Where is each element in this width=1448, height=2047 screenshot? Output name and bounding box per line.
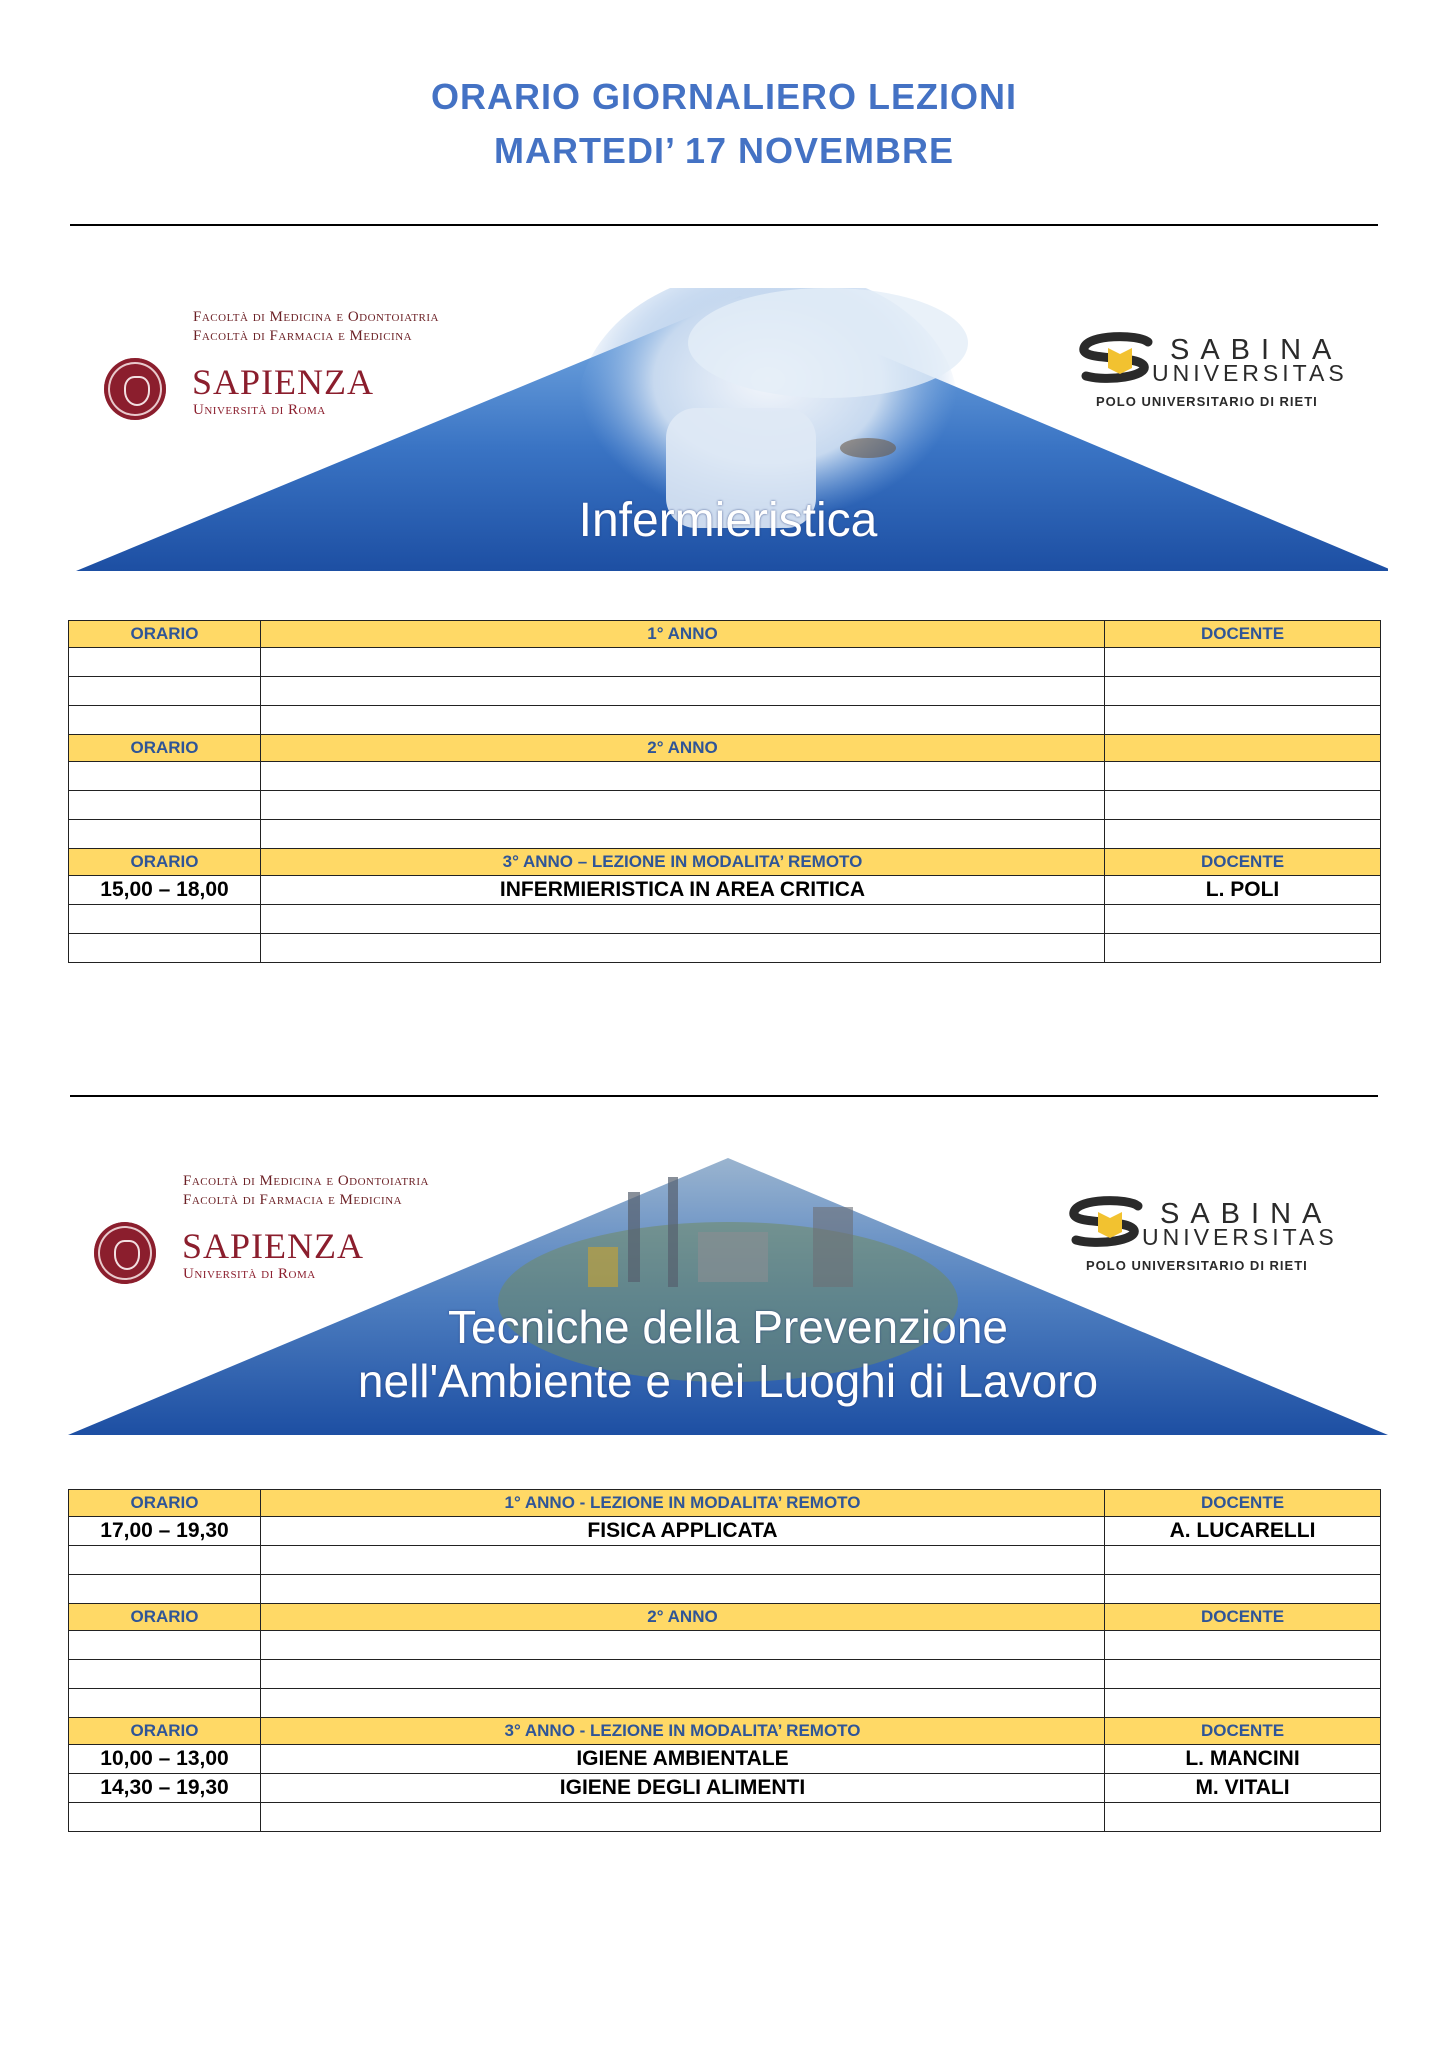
cell-orario: 17,00 – 19,30 [69, 1517, 261, 1546]
cell-orario [69, 905, 261, 934]
cell-docente [1105, 934, 1381, 963]
divider [70, 1095, 1378, 1097]
cell-orario: 15,00 – 18,00 [69, 876, 261, 905]
cell-course [261, 1575, 1105, 1604]
sabina-logo-name: SABINA [1170, 334, 1343, 366]
table-row [69, 791, 1381, 820]
cell-docente [1105, 1660, 1381, 1689]
cell-orario: 14,30 – 19,30 [69, 1774, 261, 1803]
cell-docente [1105, 648, 1381, 677]
cell-docente [1105, 1803, 1381, 1832]
table-row [69, 1517, 1381, 1546]
table-row [69, 706, 1381, 735]
cell-docente [1105, 762, 1381, 791]
cell-orario [69, 1689, 261, 1718]
banner-tecniche-prevenzione [68, 1152, 1388, 1437]
header-year: 3° ANNO – LEZIONE IN MODALITA’ REMOTO [261, 849, 1105, 876]
cell-orario [69, 1546, 261, 1575]
cell-course [261, 648, 1105, 677]
table-row [69, 762, 1381, 791]
cell-orario [69, 677, 261, 706]
cell-course: FISICA APPLICATA [261, 1517, 1105, 1546]
table-row [69, 905, 1381, 934]
cell-docente [1105, 706, 1381, 735]
table-header-row [69, 735, 1381, 762]
table-row [69, 1745, 1381, 1774]
faculty-line1: Facoltà di Medicina e Odontoiatria [193, 309, 439, 325]
cell-course [261, 1689, 1105, 1718]
sapienza-seal-icon [94, 1222, 156, 1284]
cell-docente [1105, 1631, 1381, 1660]
cell-course [261, 1546, 1105, 1575]
header-docente: DOCENTE [1105, 621, 1381, 648]
cell-docente [1105, 820, 1381, 849]
cell-course: IGIENE DEGLI ALIMENTI [261, 1774, 1105, 1803]
cell-orario [69, 820, 261, 849]
sabina-logo-universitas: UNIVERSITAS [1152, 360, 1348, 386]
header-year: 1° ANNO - LEZIONE IN MODALITA’ REMOTO [261, 1490, 1105, 1517]
cell-docente [1105, 905, 1381, 934]
table-header-row [69, 1718, 1381, 1745]
cell-docente: L. POLI [1105, 876, 1381, 905]
cell-orario [69, 1575, 261, 1604]
header-docente: DOCENTE [1105, 1718, 1381, 1745]
table-header-row [69, 849, 1381, 876]
cell-course [261, 820, 1105, 849]
cell-docente [1105, 1575, 1381, 1604]
table-row [69, 1631, 1381, 1660]
page-title-line1: ORARIO GIORNALIERO LEZIONI [430, 76, 1017, 117]
cell-orario [69, 1631, 261, 1660]
cell-orario [69, 791, 261, 820]
sapienza-logo-sub: Università di Roma [183, 1266, 316, 1282]
table-header-row [69, 1490, 1381, 1517]
sabina-logo-polo: POLO UNIVERSITARIO DI RIETI [1096, 394, 1318, 409]
cell-course [261, 706, 1105, 735]
faculty-line1: Facoltà di Medicina e Odontoiatria [183, 1173, 429, 1189]
header-orario: ORARIO [69, 1490, 261, 1517]
faculty-line2: Facoltà di Farmacia e Medicina [193, 328, 413, 344]
header-year: 1° ANNO [261, 621, 1105, 648]
header-docente: DOCENTE [1105, 1490, 1381, 1517]
cell-course [261, 934, 1105, 963]
cell-orario [69, 1803, 261, 1832]
cell-orario: 10,00 – 13,00 [69, 1745, 261, 1774]
table-row [69, 934, 1381, 963]
header-orario: ORARIO [69, 849, 261, 876]
cell-course [261, 1803, 1105, 1832]
cell-docente: M. VITALI [1105, 1774, 1381, 1803]
cell-course [261, 1660, 1105, 1689]
header-orario: ORARIO [69, 1604, 261, 1631]
table-row [69, 1689, 1381, 1718]
header-docente: DOCENTE [1105, 1604, 1381, 1631]
cell-course [261, 1631, 1105, 1660]
cell-course [261, 762, 1105, 791]
sabina-logo-icon [1068, 1196, 1150, 1248]
table-row [69, 1575, 1381, 1604]
sapienza-logo-name: SAPIENZA [182, 1226, 365, 1266]
sabina-logo-universitas: UNIVERSITAS [1142, 1224, 1338, 1250]
header-orario: ORARIO [69, 621, 261, 648]
header-year: 2° ANNO [261, 1604, 1105, 1631]
cell-docente: A. LUCARELLI [1105, 1517, 1381, 1546]
cell-course [261, 791, 1105, 820]
table-row [69, 648, 1381, 677]
banner-course-title-line2: nell'Ambiente e nei Luoghi di Lavoro [357, 1355, 1099, 1407]
banner-course-title: Infermieristica [578, 494, 878, 547]
cell-course: IGIENE AMBIENTALE [261, 1745, 1105, 1774]
table-row [69, 677, 1381, 706]
schedule-table-infermieristica [68, 620, 1381, 963]
header-docente: DOCENTE [1105, 849, 1381, 876]
table-row [69, 1774, 1381, 1803]
header-orario: ORARIO [69, 735, 261, 762]
sapienza-seal-icon [104, 358, 166, 420]
page-title-line2: MARTEDI’ 17 NOVEMBRE [493, 130, 955, 171]
faculty-line2: Facoltà di Farmacia e Medicina [183, 1192, 403, 1208]
table-header-row [69, 1604, 1381, 1631]
header-year: 3° ANNO - LEZIONE IN MODALITA’ REMOTO [261, 1718, 1105, 1745]
cell-course [261, 677, 1105, 706]
divider [70, 224, 1378, 226]
banner-infermieristica [68, 288, 1388, 573]
cell-docente: L. MANCINI [1105, 1745, 1381, 1774]
sapienza-logo-name: SAPIENZA [192, 362, 375, 402]
cell-orario [69, 934, 261, 963]
cell-docente [1105, 791, 1381, 820]
cell-orario [69, 648, 261, 677]
cell-docente [1105, 677, 1381, 706]
cell-course [261, 905, 1105, 934]
cell-docente [1105, 1546, 1381, 1575]
table-row [69, 820, 1381, 849]
cell-orario [69, 1660, 261, 1689]
cell-course: INFERMIERISTICA IN AREA CRITICA [261, 876, 1105, 905]
schedule-table-tecniche-prevenzione [68, 1489, 1381, 1832]
sabina-logo-icon [1078, 332, 1160, 384]
sapienza-logo-sub: Università di Roma [193, 402, 326, 418]
header-orario: ORARIO [69, 1718, 261, 1745]
table-row [69, 876, 1381, 905]
sabina-logo-name: SABINA [1160, 1198, 1333, 1230]
cell-orario [69, 762, 261, 791]
cell-docente [1105, 1689, 1381, 1718]
table-row [69, 1546, 1381, 1575]
cell-orario [69, 706, 261, 735]
header-year: 2° ANNO [261, 735, 1105, 762]
banner-course-title-line1: Tecniche della Prevenzione [447, 1301, 1009, 1353]
header-docente [1105, 735, 1381, 762]
table-row [69, 1660, 1381, 1689]
sabina-logo-polo: POLO UNIVERSITARIO DI RIETI [1086, 1258, 1308, 1273]
table-row [69, 1803, 1381, 1832]
table-header-row [69, 621, 1381, 648]
